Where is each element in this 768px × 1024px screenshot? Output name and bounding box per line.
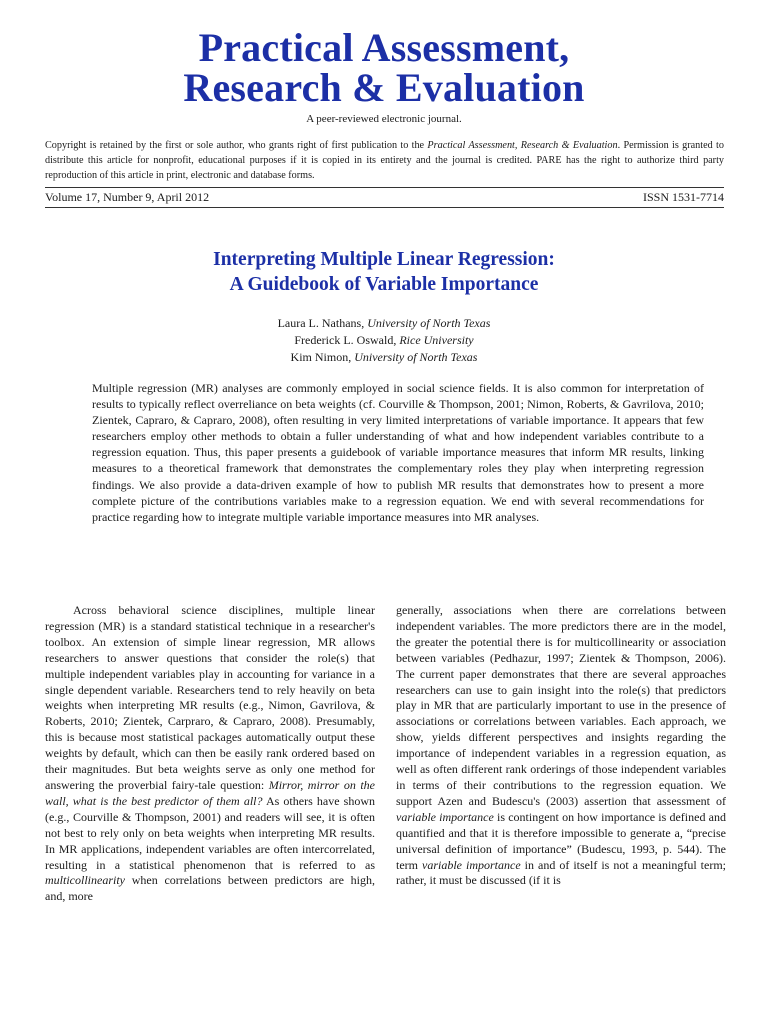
copyright-text-before: Copyright is retained by the first or sole author, who grants right of first publication to the bbox=[45, 140, 428, 151]
journal-title-line2: Research & Evaluation bbox=[183, 65, 585, 110]
author-name: Frederick L. Oswald, bbox=[294, 333, 400, 347]
body-text: Across behavioral science disciplines, multiple linear regression (MR) is a standard statistical technique in a researcher's toolbox. An extension of simple linear regression, MR allows researchers to answer questions that consider the role(s) that multiple independent variables play in accounting for variance in a single dependent variable. Researchers tend to rely heavily on beta weights when interpreting MR results (e.g., Nimon, Gavrilova, & Roberts, 2010; Zientek, Carpraro, & Capraro, 2008). Presumably, this is because most statistical packages automatically output these weights by default, which can then be easily rank ordered based on their magnitudes. But beta weights serve as only one method for answering the proverbial fairy-tale question: bbox=[45, 603, 375, 792]
copyright-text-after: . Permission is granted to distribute this article for nonprofit, educational purposes if it is copied in its entirety and the journal is credited. PARE has the right to authorize third party reproduction of this article in print, electronic and database forms. bbox=[45, 140, 724, 181]
author-list bbox=[0, 315, 768, 366]
journal-title-line1: Practical Assessment, bbox=[198, 25, 570, 70]
volume-info: Volume 17, Number 9, April 2012 bbox=[45, 190, 210, 204]
body-text-italic: variable importance bbox=[422, 857, 521, 872]
author-1 bbox=[0, 315, 768, 332]
copyright-notice bbox=[45, 138, 724, 183]
body-column-right bbox=[396, 603, 726, 889]
author-affiliation: University of North Texas bbox=[367, 316, 491, 330]
article-title bbox=[0, 247, 768, 297]
author-3 bbox=[0, 349, 768, 366]
author-2 bbox=[0, 332, 768, 349]
body-text-italic: variable importance bbox=[396, 809, 494, 824]
author-affiliation: University of North Texas bbox=[354, 350, 478, 364]
author-name: Kim Nimon, bbox=[290, 350, 355, 364]
article-title-line2: A Guidebook of Variable Importance bbox=[229, 274, 539, 295]
body-text: when correlations between predictors are high, and, more bbox=[45, 873, 375, 904]
body-text-italic: Mirror, mirror on the wall, what is the best predictor of them all? bbox=[45, 777, 375, 808]
issn: ISSN 1531-7714 bbox=[642, 190, 724, 204]
body-text: As others have shown (e.g., Courville & Thompson, 2001) and readers will see, it is often not best to rely only on beta weights when interpreting MR results. In MR applications, independent variables are often intercorrelated, resulting in a statistical phenomenon that is referred to as bbox=[45, 793, 375, 872]
body-text: generally, associations when there are correlations between independent variables. The more predictors there are in the model, the greater the potential there is for multicollinearity or association between variables (Pedhazur, 1997; Zientek & Thompson, 2006). The current paper demonstrates that there are several approaches researchers can use to gain insight into the role(s) that predictors play in MR that are particularly important to use in the presence of associations or correlations between variables. Each approach, we show, yields different perspectives and insights regarding the importance of independent variables in a regression equation, as well as often different rank orderings of those independent variables in terms of their contributions to the regression equation. We support Azen and Budescu's (2003) assertion that assessment of bbox=[396, 603, 726, 808]
author-name: Laura L. Nathans, bbox=[277, 316, 368, 330]
author-affiliation: Rice University bbox=[399, 333, 474, 347]
body-text: is contingent on how importance is defined and quantified and that it is therefore impossible to generate a, “precise universal definition of importance” (Budescu, 1993, p. 544). The term bbox=[396, 809, 726, 872]
journal-tagline: A peer-reviewed electronic journal. bbox=[306, 113, 462, 125]
volume-line bbox=[45, 190, 724, 205]
header-rule-bottom bbox=[45, 207, 724, 208]
body-text-italic: multicollinearity bbox=[45, 873, 125, 888]
body-paragraph bbox=[45, 603, 375, 905]
abstract: Multiple regression (MR) analyses are commonly employed in social science fields. It is also common for interpretation of results to typically reflect overreliance on beta weights (cf. Courville & Thompson, 2001; Nimon, Roberts, & Gavrilova, 2010; Zientek, Capraro, & Capraro, 2008), often resulting in very limited interpretations of variable importance. It appears that few researchers employ other methods to obtain a fuller understanding of what and how independent variables contribute to a regression equation. Thus, this paper presents a guidebook of variable importance measures that inform MR results, linking measures to a theoretical framework that demonstrates the complementary roles they play when interpreting regression findings. We also provide a data-driven example of how to publish MR results that demonstrates how to present a more complete picture of the contributions variables make to a regression equation. We end with several recommendations for practice regarding how to integrate multiple variable importance measures into MR analyses. bbox=[92, 381, 704, 524]
article-title-line1: Interpreting Multiple Linear Regression: bbox=[213, 249, 555, 270]
copyright-journal-name: Practical Assessment, Research & Evaluation bbox=[427, 140, 618, 151]
body-text: in and of itself is not a meaningful term; rather, it must be discussed (if it is bbox=[396, 857, 726, 888]
header-rule-top bbox=[45, 187, 724, 188]
body-paragraph bbox=[396, 603, 726, 889]
body-column-left bbox=[45, 603, 375, 905]
journal-masthead bbox=[0, 25, 768, 110]
